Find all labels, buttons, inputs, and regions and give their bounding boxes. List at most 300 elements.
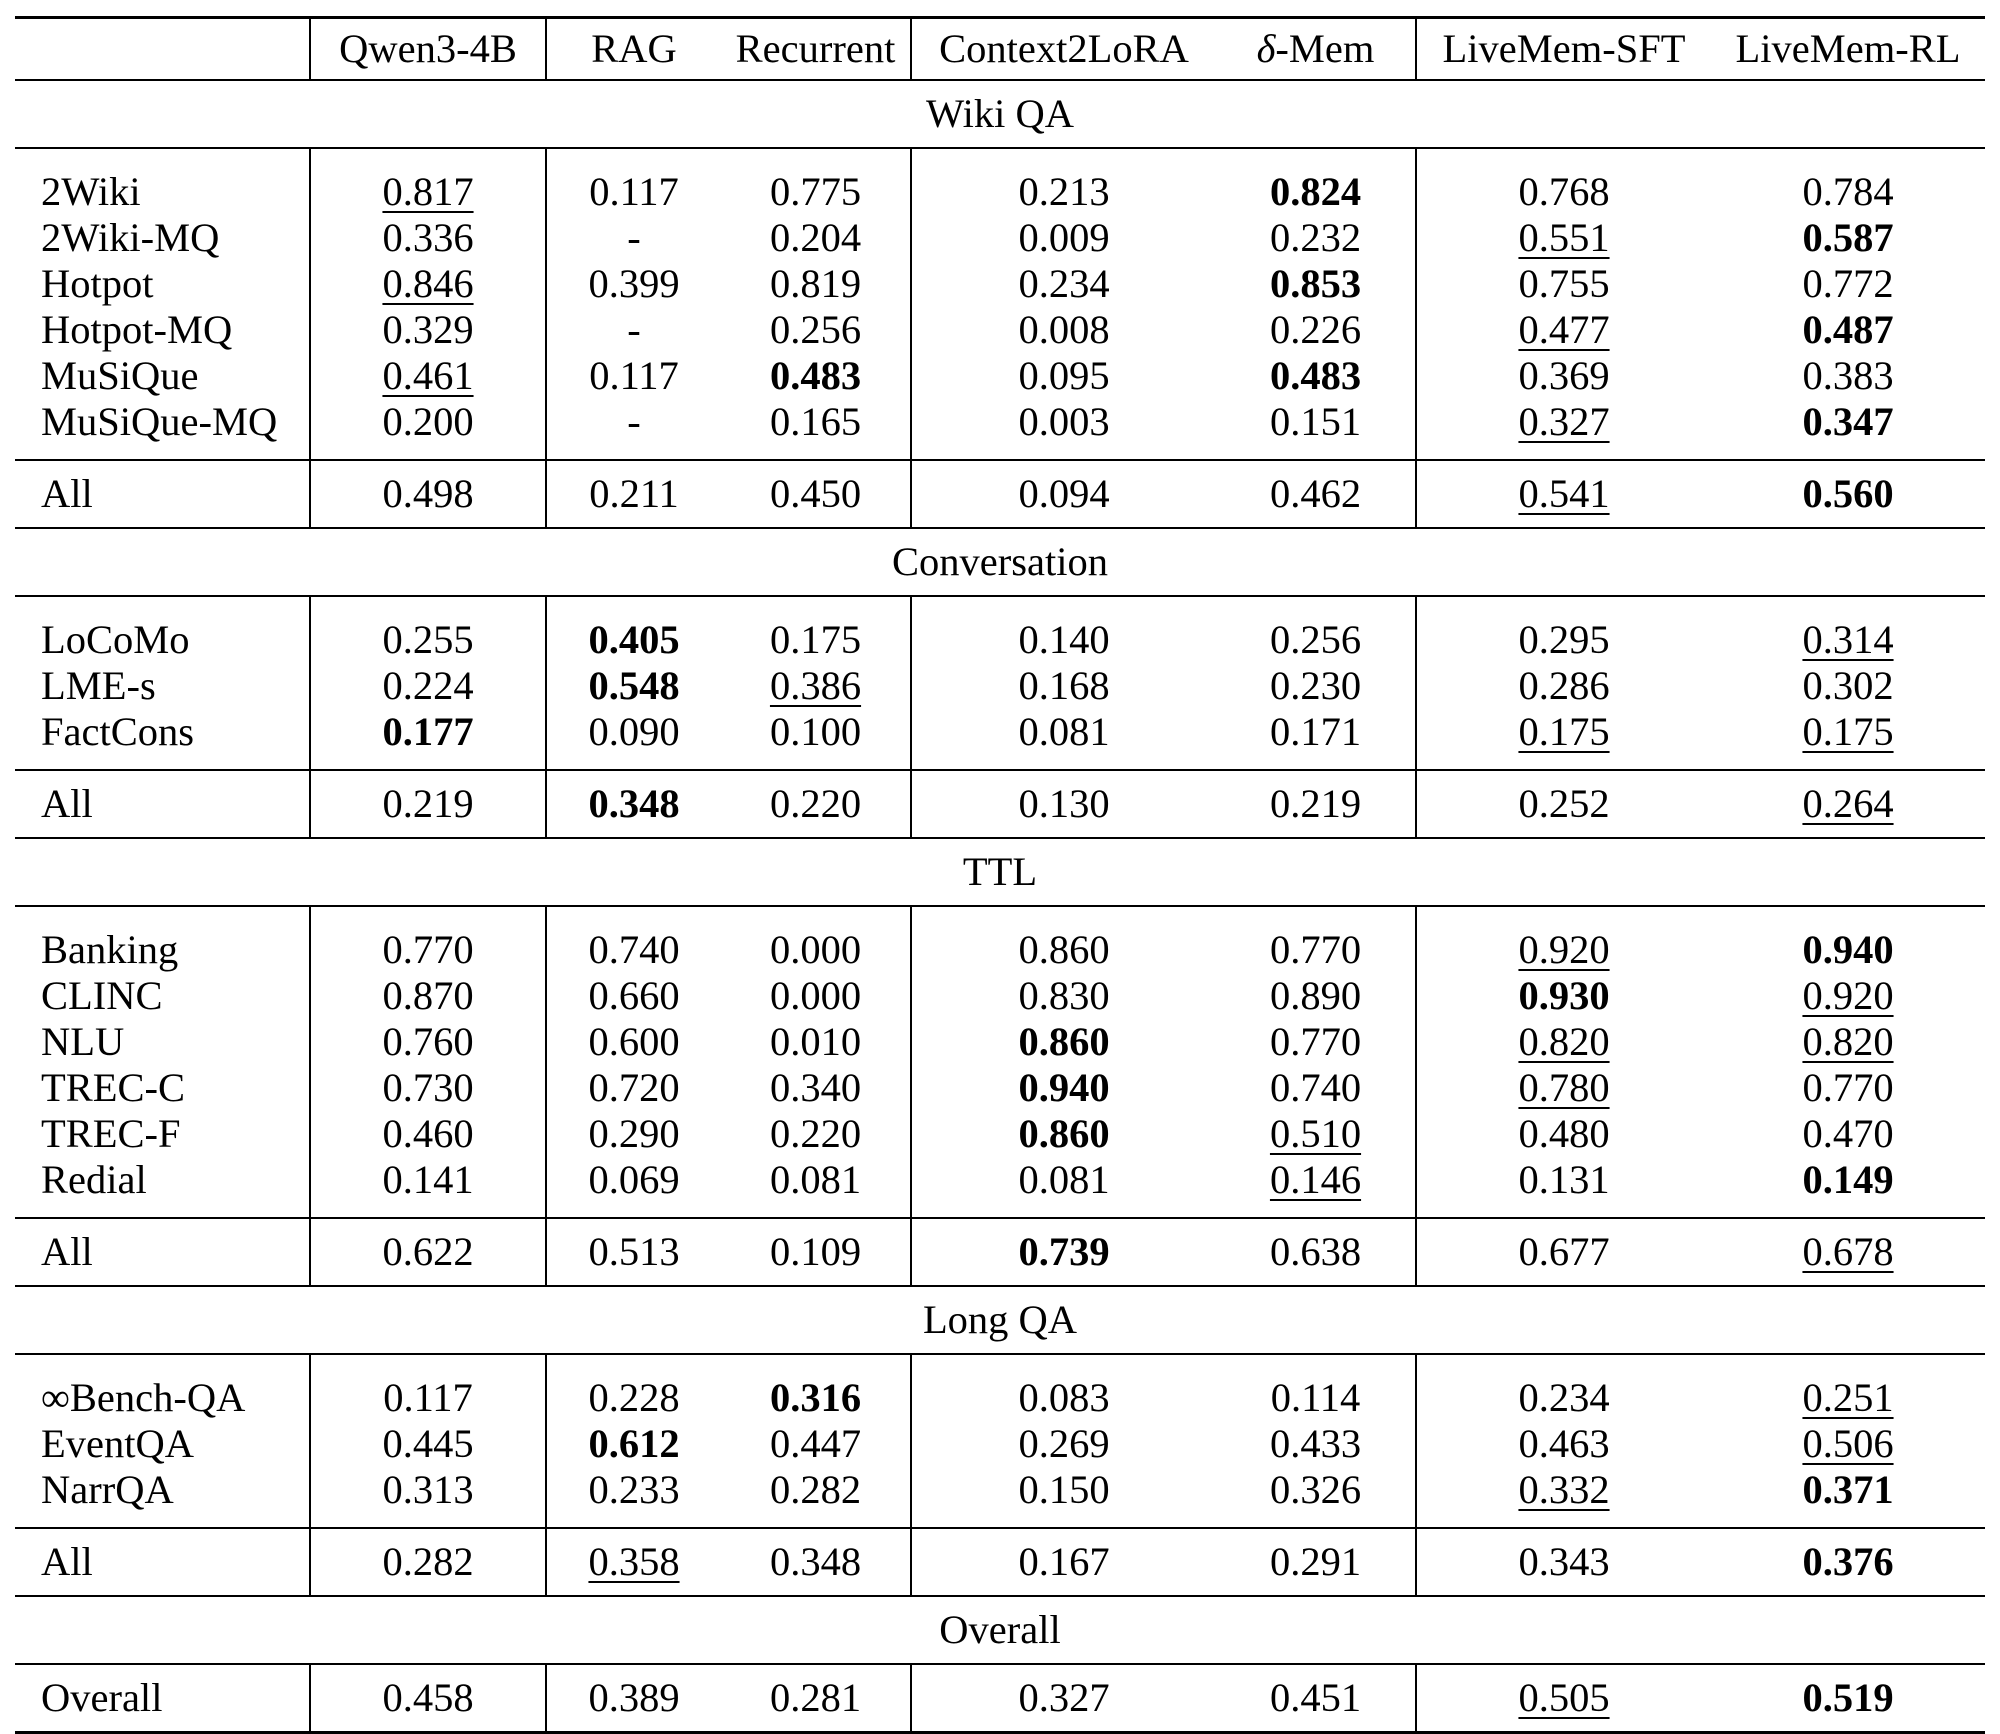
cell-context2lora <box>911 1065 1216 1111</box>
cell-qwen3-4b <box>310 596 546 663</box>
cell-rag <box>546 261 721 307</box>
cell-value: 0.450 <box>769 471 862 516</box>
cell-value: 0.622 <box>382 1229 474 1274</box>
cell-livemem-sft <box>1416 460 1711 528</box>
cell-value: 0.755 <box>1518 261 1610 306</box>
cell-recurrent <box>721 1528 911 1596</box>
cell-livemem-rl <box>1711 261 1985 307</box>
cell-recurrent <box>721 1157 911 1218</box>
cell-value: 0.369 <box>1518 353 1610 398</box>
col-header-context2lora: Context2LoRA <box>911 18 1216 81</box>
row-label: LoCoMo <box>15 596 310 663</box>
table-row <box>15 261 1985 307</box>
row-label: All <box>15 460 310 528</box>
cell-value: 0.720 <box>588 1065 680 1110</box>
cell-livemem-sft <box>1416 1467 1711 1528</box>
cell-qwen3-4b <box>310 1421 546 1467</box>
cell-livemem-sft <box>1416 1354 1711 1421</box>
cell-value: 0.316 <box>769 1375 862 1420</box>
cell-mem <box>1216 215 1416 261</box>
cell-recurrent <box>721 1019 911 1065</box>
cell-value: 0.519 <box>1802 1675 1894 1720</box>
cell-value: 0.109 <box>769 1229 862 1274</box>
section-header-ttl <box>15 838 1985 906</box>
cell-value: 0.204 <box>769 215 862 260</box>
cell-rag <box>546 215 721 261</box>
cell-rag <box>546 1157 721 1218</box>
cell-context2lora <box>911 460 1216 528</box>
cell-recurrent <box>721 1467 911 1528</box>
cell-value: 0.286 <box>1518 663 1610 708</box>
cell-value: 0.329 <box>382 307 474 352</box>
cell-context2lora <box>911 973 1216 1019</box>
cell-value: 0.114 <box>1270 1375 1361 1420</box>
cell-mem <box>1216 353 1416 399</box>
table-row <box>15 1157 1985 1218</box>
cell-value: 0.930 <box>1518 973 1610 1018</box>
cell-livemem-rl <box>1711 973 1985 1019</box>
row-label: NarrQA <box>41 1467 174 1512</box>
cell-value: 0.256 <box>769 307 862 352</box>
cell-value: 0.171 <box>1269 709 1362 754</box>
cell-value: 0.770 <box>1269 1019 1362 1064</box>
cell-value: 0.462 <box>1269 471 1362 516</box>
cell-recurrent <box>721 215 911 261</box>
results-table <box>15 16 1985 1734</box>
cell-value: 0.830 <box>1018 973 1110 1018</box>
cell-recurrent <box>721 460 911 528</box>
cell-livemem-sft <box>1416 148 1711 215</box>
cell-value: 0.775 <box>769 169 862 214</box>
cell-value: 0.638 <box>1269 1229 1362 1274</box>
cell-mem <box>1216 770 1416 838</box>
row-label: MuSiQue <box>41 353 199 398</box>
cell-value: 0.460 <box>382 1111 474 1156</box>
cell-livemem-sft <box>1416 1528 1711 1596</box>
cell-value: 0.678 <box>1802 1229 1894 1274</box>
table-row <box>15 148 1985 215</box>
row-label: CLINC <box>41 973 163 1018</box>
cell-livemem-sft <box>1416 770 1711 838</box>
cell-qwen3-4b <box>310 1019 546 1065</box>
row-label: Hotpot <box>41 261 154 306</box>
cell-rag <box>546 596 721 663</box>
section-header-overall <box>15 1596 1985 1664</box>
cell-value: 0.003 <box>1018 399 1110 444</box>
cell-value: 0.219 <box>1269 781 1362 826</box>
table-row <box>15 1019 1985 1065</box>
cell-rag <box>546 1065 721 1111</box>
section-title: Long QA <box>15 1286 1985 1354</box>
overall-row <box>15 1664 1985 1733</box>
cell-value: 0.860 <box>1018 1019 1110 1064</box>
cell-value: 0.175 <box>1802 709 1894 754</box>
cell-value: 0.095 <box>1018 353 1110 398</box>
table-row <box>15 1354 1985 1421</box>
cell-value: 0.740 <box>1269 1065 1362 1110</box>
cell-value: 0.081 <box>769 1157 862 1202</box>
cell-value: 0.140 <box>1018 617 1110 662</box>
cell-value: 0.151 <box>1269 399 1362 444</box>
cell-value: 0.458 <box>382 1675 474 1720</box>
cell-value: 0.313 <box>382 1467 474 1512</box>
cell-value: 0.817 <box>382 169 474 214</box>
cell-context2lora <box>911 1354 1216 1421</box>
cell-context2lora <box>911 770 1216 838</box>
cell-value: 0.612 <box>588 1421 680 1466</box>
cell-context2lora <box>911 663 1216 709</box>
col-header-qwen3-4b: Qwen3-4B <box>310 18 546 81</box>
cell-qwen3-4b <box>310 663 546 709</box>
cell-rag <box>546 1467 721 1528</box>
cell-value: 0.548 <box>588 663 680 708</box>
cell-value: 0.470 <box>1802 1111 1894 1156</box>
cell-value: 0.100 <box>769 709 862 754</box>
cell-recurrent <box>721 1111 911 1157</box>
cell-rag <box>546 1421 721 1467</box>
cell-livemem-rl <box>1711 307 1985 353</box>
cell-value: 0.487 <box>1802 307 1894 352</box>
cell-value: 0.498 <box>382 471 474 516</box>
cell-value: 0.853 <box>1269 261 1362 306</box>
row-label: Banking <box>15 906 310 973</box>
cell-rag <box>546 148 721 215</box>
cell-context2lora <box>911 261 1216 307</box>
row-label: All <box>15 1528 310 1596</box>
row-label: 2Wiki-MQ <box>41 215 220 260</box>
cell-value: 0.220 <box>769 1111 862 1156</box>
cell-qwen3-4b <box>310 215 546 261</box>
cell-value: 0.314 <box>1802 617 1894 662</box>
cell-livemem-rl <box>1711 1019 1985 1065</box>
cell-livemem-rl <box>1711 1528 1985 1596</box>
row-label: NLU <box>41 1019 125 1064</box>
cell-recurrent <box>721 1065 911 1111</box>
cell-value: 0.069 <box>588 1157 680 1202</box>
section-summary-row <box>15 460 1985 528</box>
cell-value: 0.383 <box>1802 353 1894 398</box>
cell-rag <box>546 663 721 709</box>
cell-qwen3-4b <box>310 1354 546 1421</box>
cell-livemem-sft <box>1416 709 1711 770</box>
cell-value: 0.784 <box>1802 169 1894 214</box>
cell-value: 0.117 <box>383 1375 473 1420</box>
cell-value: 0.480 <box>1518 1111 1610 1156</box>
cell-qwen3-4b <box>310 148 546 215</box>
cell-livemem-sft <box>1416 1157 1711 1218</box>
table-row <box>15 1111 1985 1157</box>
cell-value: 0.233 <box>588 1467 680 1512</box>
cell-qwen3-4b <box>310 399 546 460</box>
cell-value: 0.251 <box>1802 1375 1894 1420</box>
cell-livemem-rl <box>1711 709 1985 770</box>
cell-value: 0.505 <box>1518 1675 1610 1720</box>
cell-livemem-rl <box>1711 1065 1985 1111</box>
cell-livemem-rl <box>1711 399 1985 460</box>
table-row <box>15 353 1985 399</box>
cell-livemem-sft <box>1416 973 1711 1019</box>
cell-value: 0.008 <box>1018 307 1110 352</box>
cell-value: 0.560 <box>1802 471 1894 516</box>
cell-mem <box>1216 663 1416 709</box>
cell-livemem-sft <box>1416 1421 1711 1467</box>
cell-context2lora <box>911 148 1216 215</box>
cell-value: 0.141 <box>382 1157 474 1202</box>
table-row <box>15 906 1985 973</box>
cell-livemem-sft <box>1416 307 1711 353</box>
cell-qwen3-4b <box>310 353 546 399</box>
cell-qwen3-4b <box>310 709 546 770</box>
section-title: TTL <box>15 838 1985 906</box>
cell-value: 0.940 <box>1018 1065 1110 1110</box>
cell-value: 0.327 <box>1518 399 1610 444</box>
cell-rag <box>546 399 721 460</box>
cell-mem <box>1216 148 1416 215</box>
section-summary-row <box>15 770 1985 838</box>
section-title: Overall <box>15 1596 1985 1664</box>
cell-context2lora <box>911 1157 1216 1218</box>
cell-recurrent <box>721 709 911 770</box>
cell-qwen3-4b <box>310 460 546 528</box>
cell-mem <box>1216 307 1416 353</box>
table-row <box>15 1467 1985 1528</box>
cell-mem <box>1216 1111 1416 1157</box>
cell-value: 0.224 <box>382 663 474 708</box>
cell-value: 0.386 <box>769 663 862 708</box>
cell-value: 0.081 <box>1018 709 1110 754</box>
cell-qwen3-4b <box>310 1111 546 1157</box>
cell-value: 0.252 <box>1518 781 1610 826</box>
section-header-long-qa <box>15 1286 1985 1354</box>
cell-value: 0.327 <box>1018 1675 1110 1720</box>
col-header-rag: RAG <box>546 18 721 81</box>
cell-rag <box>546 1354 721 1421</box>
cell-value: 0.389 <box>588 1675 680 1720</box>
cell-value: 0.219 <box>382 781 474 826</box>
table-row <box>15 1421 1985 1467</box>
cell-qwen3-4b <box>310 1065 546 1111</box>
cell-recurrent <box>721 261 911 307</box>
cell-rag <box>546 709 721 770</box>
row-label: 2Wiki <box>15 148 310 215</box>
cell-value: 0.541 <box>1518 471 1610 516</box>
cell-value: 0.445 <box>382 1421 474 1466</box>
cell-value: 0.772 <box>1802 261 1894 306</box>
cell-qwen3-4b <box>310 1664 546 1733</box>
row-label: TREC-C <box>41 1065 186 1110</box>
cell-recurrent <box>721 973 911 1019</box>
cell-livemem-sft <box>1416 906 1711 973</box>
cell-livemem-rl <box>1711 1467 1985 1528</box>
table-row <box>15 973 1985 1019</box>
cell-qwen3-4b <box>310 307 546 353</box>
cell-value: 0.326 <box>1269 1467 1362 1512</box>
cell-mem <box>1216 709 1416 770</box>
cell-mem <box>1216 1664 1416 1733</box>
cell-livemem-rl <box>1711 460 1985 528</box>
cell-livemem-rl <box>1711 1111 1985 1157</box>
cell-qwen3-4b <box>310 770 546 838</box>
cell-value: 0.302 <box>1802 663 1894 708</box>
row-label: ∞Bench-QA <box>15 1354 310 1421</box>
cell-value: 0.226 <box>1269 307 1362 352</box>
cell-livemem-sft <box>1416 1664 1711 1733</box>
cell-rag <box>546 1019 721 1065</box>
cell-value: 0.551 <box>1518 215 1610 260</box>
cell-livemem-rl <box>1711 1218 1985 1286</box>
cell-value: 0.860 <box>1018 1111 1110 1156</box>
cell-value: 0.295 <box>1518 617 1610 662</box>
cell-livemem-rl <box>1711 596 1985 663</box>
cell-value: 0.000 <box>769 927 862 972</box>
cell-value: 0.477 <box>1518 307 1610 352</box>
section-header-wiki-qa <box>15 80 1985 148</box>
cell-livemem-rl <box>1711 1421 1985 1467</box>
cell-qwen3-4b <box>310 1528 546 1596</box>
cell-value: 0.451 <box>1269 1675 1362 1720</box>
cell-value: 0.130 <box>1018 781 1110 826</box>
cell-context2lora <box>911 1528 1216 1596</box>
cell-value: 0.739 <box>1018 1229 1110 1274</box>
cell-recurrent <box>721 1421 911 1467</box>
cell-context2lora <box>911 307 1216 353</box>
cell-value: 0.269 <box>1018 1421 1110 1466</box>
cell-recurrent <box>721 663 911 709</box>
cell-rag <box>546 973 721 1019</box>
table-row <box>15 307 1985 353</box>
cell-rag <box>546 307 721 353</box>
cell-value: 0.149 <box>1802 1157 1894 1202</box>
cell-value: 0.506 <box>1802 1421 1894 1466</box>
cell-qwen3-4b <box>310 1218 546 1286</box>
section-header-conversation <box>15 528 1985 596</box>
cell-rag <box>546 1664 721 1733</box>
cell-value: 0.820 <box>1802 1019 1894 1064</box>
row-label: All <box>15 1218 310 1286</box>
cell-mem <box>1216 1065 1416 1111</box>
cell-value: 0.290 <box>588 1111 680 1156</box>
cell-livemem-sft <box>1416 1218 1711 1286</box>
table-row <box>15 1065 1985 1111</box>
cell-mem <box>1216 1354 1416 1421</box>
cell-value: 0.281 <box>769 1675 862 1720</box>
cell-context2lora <box>911 709 1216 770</box>
cell-value: 0.770 <box>1269 927 1362 972</box>
cell-value: 0.920 <box>1802 973 1894 1018</box>
cell-livemem-sft <box>1416 596 1711 663</box>
cell-context2lora <box>911 1664 1216 1733</box>
cell-value: 0.234 <box>1018 261 1110 306</box>
table-row <box>15 215 1985 261</box>
cell-value: 0.483 <box>1269 353 1362 398</box>
cell-mem <box>1216 460 1416 528</box>
cell-livemem-sft <box>1416 215 1711 261</box>
cell-livemem-rl <box>1711 1664 1985 1733</box>
cell-value: 0.343 <box>1518 1539 1610 1584</box>
cell-recurrent <box>721 353 911 399</box>
row-label: MuSiQue-MQ <box>41 399 278 444</box>
cell-value: 0.083 <box>1018 1375 1110 1420</box>
cell-value: 0.291 <box>1269 1539 1362 1584</box>
cell-value: 0.740 <box>588 927 680 972</box>
cell-value: 0.234 <box>1518 1375 1610 1420</box>
cell-value: 0.094 <box>1018 471 1110 516</box>
cell-recurrent <box>721 1218 911 1286</box>
cell-value: 0.920 <box>1518 927 1610 972</box>
cell-value: 0.461 <box>382 353 474 398</box>
cell-value: 0.433 <box>1269 1421 1362 1466</box>
cell-value: 0.677 <box>1518 1229 1610 1274</box>
cell-value: 0.348 <box>769 1539 862 1584</box>
cell-livemem-rl <box>1711 215 1985 261</box>
cell-context2lora <box>911 215 1216 261</box>
cell-recurrent <box>721 596 911 663</box>
table-row <box>15 709 1985 770</box>
cell-value: 0.200 <box>382 399 474 444</box>
cell-value: 0.220 <box>769 781 862 826</box>
cell-value: 0.860 <box>1018 927 1110 972</box>
cell-qwen3-4b <box>310 973 546 1019</box>
cell-value: 0.175 <box>1518 709 1610 754</box>
cell-context2lora <box>911 353 1216 399</box>
cell-recurrent <box>721 307 911 353</box>
cell-mem <box>1216 1421 1416 1467</box>
cell-value: 0.870 <box>382 973 474 1018</box>
cell-rag <box>546 1218 721 1286</box>
cell-context2lora <box>911 906 1216 973</box>
table-row <box>15 663 1985 709</box>
cell-mem <box>1216 1019 1416 1065</box>
cell-value: - <box>627 399 641 444</box>
table-body <box>15 80 1985 1733</box>
cell-rag <box>546 1111 721 1157</box>
cell-mem <box>1216 906 1416 973</box>
col-header-livemem-sft: LiveMem-SFT <box>1416 18 1711 81</box>
cell-context2lora <box>911 399 1216 460</box>
cell-value: 0.483 <box>769 353 862 398</box>
cell-context2lora <box>911 1111 1216 1157</box>
cell-value: 0.510 <box>1269 1111 1362 1156</box>
cell-mem <box>1216 1528 1416 1596</box>
header-corner <box>15 18 310 81</box>
cell-value: 0.358 <box>588 1539 680 1584</box>
cell-recurrent <box>721 770 911 838</box>
cell-value: - <box>627 307 641 352</box>
cell-livemem-sft <box>1416 1111 1711 1157</box>
cell-livemem-sft <box>1416 261 1711 307</box>
cell-value: 0.146 <box>1269 1157 1362 1202</box>
cell-value: 0.447 <box>769 1421 862 1466</box>
cell-value: 0.177 <box>382 709 474 754</box>
row-label: Hotpot-MQ <box>41 307 233 352</box>
cell-value: 0.587 <box>1802 215 1894 260</box>
cell-value: 0.211 <box>589 471 679 516</box>
cell-value: 0.131 <box>1518 1157 1610 1202</box>
row-label: EventQA <box>41 1421 194 1466</box>
cell-value: 0.081 <box>1018 1157 1110 1202</box>
section-summary-row <box>15 1528 1985 1596</box>
cell-value: 0.770 <box>1802 1065 1894 1110</box>
cell-value: 0.282 <box>382 1539 474 1584</box>
cell-value: 0.348 <box>588 781 680 826</box>
cell-value: 0.117 <box>589 169 679 214</box>
cell-value: 0.846 <box>382 261 474 306</box>
row-label: All <box>15 770 310 838</box>
cell-rag <box>546 353 721 399</box>
row-label: Redial <box>41 1157 147 1202</box>
cell-recurrent <box>721 1664 911 1733</box>
cell-mem <box>1216 1157 1416 1218</box>
